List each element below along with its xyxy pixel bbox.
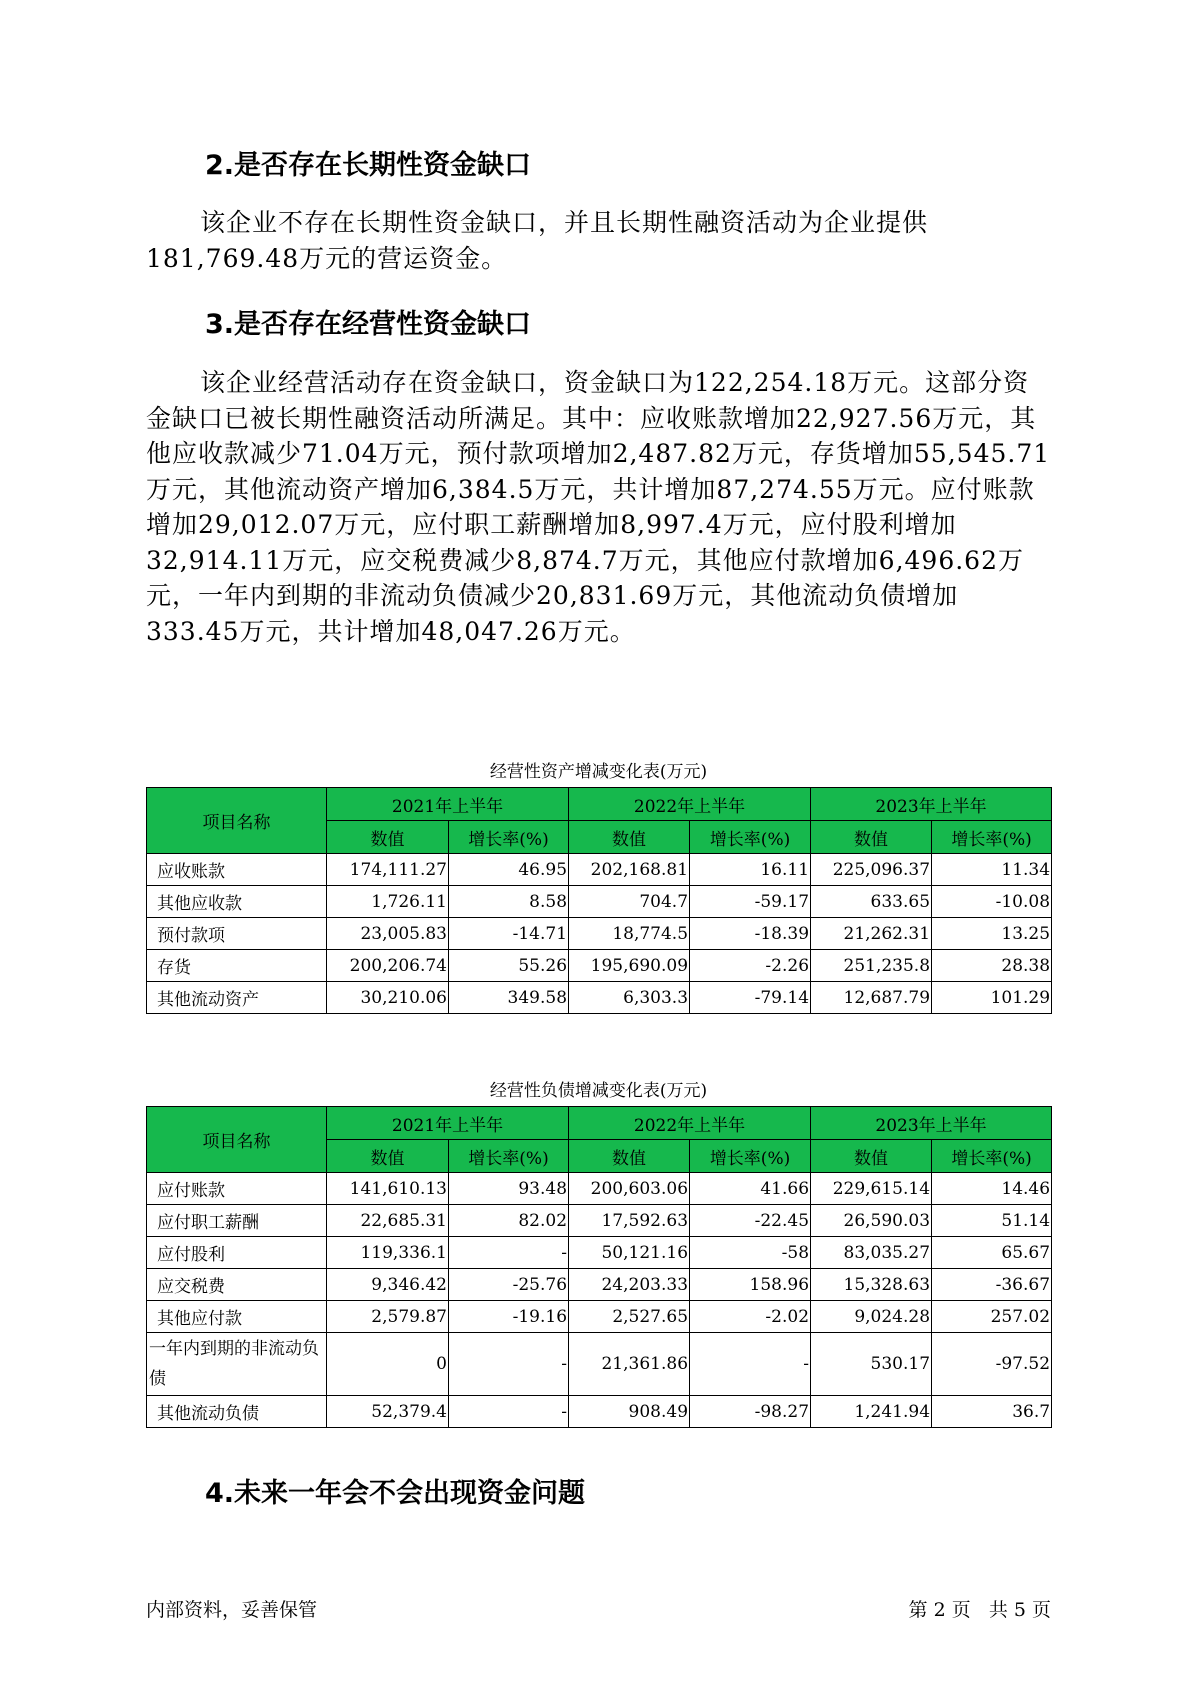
- cell-value: 30,210.06: [327, 982, 449, 1014]
- cell-value: 174,111.27: [327, 854, 449, 886]
- header-growth-rate: 增长率(%): [449, 821, 569, 854]
- cell-growth-rate: 158.96: [690, 1269, 811, 1301]
- cell-value: 21,361.86: [569, 1333, 690, 1396]
- row-item-name: 其他流动负债: [147, 1396, 327, 1428]
- cell-growth-rate: -10.08: [932, 886, 1052, 918]
- cell-growth-rate: 101.29: [932, 982, 1052, 1014]
- liability-table-body: [147, 1173, 1052, 1428]
- table-row: [147, 950, 1052, 982]
- header-growth-rate: 增长率(%): [449, 1140, 569, 1173]
- header-growth-rate: 增长率(%): [932, 821, 1052, 854]
- cell-growth-rate: -14.71: [449, 918, 569, 950]
- cell-value: 12,687.79: [811, 982, 932, 1014]
- cell-value: 22,685.31: [327, 1205, 449, 1237]
- cell-value: 704.7: [569, 886, 690, 918]
- footer-confidential: 内部资料，妥善保管: [146, 1599, 318, 1621]
- cell-value: 908.49: [569, 1396, 690, 1428]
- row-item-name: 预付款项: [147, 918, 327, 950]
- header-period-2021: 2021年上半年: [327, 1107, 569, 1140]
- cell-growth-rate: -36.67: [932, 1269, 1052, 1301]
- header-value: 数值: [569, 1140, 690, 1173]
- header-growth-rate: 增长率(%): [932, 1140, 1052, 1173]
- cell-value: 229,615.14: [811, 1173, 932, 1205]
- row-item-name: 其他流动资产: [147, 982, 327, 1014]
- row-item-name: 应付账款: [147, 1173, 327, 1205]
- row-item-name: 应付职工薪酬: [147, 1205, 327, 1237]
- cell-growth-rate: -22.45: [690, 1205, 811, 1237]
- cell-growth-rate: -: [449, 1396, 569, 1428]
- asset-change-table: [146, 787, 1052, 1014]
- table-row: [147, 1396, 1052, 1428]
- header-growth-rate: 增长率(%): [690, 821, 811, 854]
- asset-table-caption: 经营性资产增减变化表(万元): [489, 762, 708, 782]
- header-growth-rate: 增长率(%): [690, 1140, 811, 1173]
- table-row: [147, 854, 1052, 886]
- cell-growth-rate: -: [690, 1333, 811, 1396]
- cell-growth-rate: 36.7: [932, 1396, 1052, 1428]
- header-value: 数值: [327, 1140, 449, 1173]
- cell-growth-rate: 28.38: [932, 950, 1052, 982]
- cell-growth-rate: -59.17: [690, 886, 811, 918]
- cell-growth-rate: -79.14: [690, 982, 811, 1014]
- section4-heading: 4.未来一年会不会出现资金问题: [205, 1478, 586, 1509]
- section2-paragraph: [146, 205, 1051, 276]
- cell-value: 15,328.63: [811, 1269, 932, 1301]
- cell-value: 26,590.03: [811, 1205, 932, 1237]
- table-row: [147, 918, 1052, 950]
- header-period-2023: 2023年上半年: [811, 1107, 1052, 1140]
- row-item-name: 存货: [147, 950, 327, 982]
- footer-page-number: 第 2 页 共 5 页: [908, 1599, 1051, 1621]
- cell-value: 200,603.06: [569, 1173, 690, 1205]
- table-row: [147, 1333, 1052, 1396]
- cell-growth-rate: 93.48: [449, 1173, 569, 1205]
- cell-growth-rate: 13.25: [932, 918, 1052, 950]
- cell-value: 1,726.11: [327, 886, 449, 918]
- cell-growth-rate: 82.02: [449, 1205, 569, 1237]
- cell-value: 141,610.13: [327, 1173, 449, 1205]
- cell-value: 50,121.16: [569, 1237, 690, 1269]
- cell-value: 9,024.28: [811, 1301, 932, 1333]
- cell-growth-rate: -: [449, 1237, 569, 1269]
- row-item-name: 其他应付款: [147, 1301, 327, 1333]
- cell-value: 17,592.63: [569, 1205, 690, 1237]
- row-item-name: 一年内到期的非流动负债: [147, 1333, 327, 1396]
- cell-value: 18,774.5: [569, 918, 690, 950]
- table-row: [147, 1301, 1052, 1333]
- cell-growth-rate: 41.66: [690, 1173, 811, 1205]
- cell-value: 21,262.31: [811, 918, 932, 950]
- row-item-name: 应收账款: [147, 854, 327, 886]
- header-value: 数值: [811, 821, 932, 854]
- header-value: 数值: [327, 821, 449, 854]
- cell-growth-rate: -2.02: [690, 1301, 811, 1333]
- cell-value: 195,690.09: [569, 950, 690, 982]
- section2-text: 该企业不存在长期性资金缺口，并且长期性融资活动为企业提供181,769.48万元的营运资金。: [146, 208, 929, 273]
- cell-growth-rate: -19.16: [449, 1301, 569, 1333]
- cell-growth-rate: 51.14: [932, 1205, 1052, 1237]
- cell-value: 52,379.4: [327, 1396, 449, 1428]
- cell-growth-rate: 349.58: [449, 982, 569, 1014]
- row-item-name: 其他应收款: [147, 886, 327, 918]
- cell-value: 2,579.87: [327, 1301, 449, 1333]
- cell-growth-rate: -25.76: [449, 1269, 569, 1301]
- cell-growth-rate: -2.26: [690, 950, 811, 982]
- cell-value: 202,168.81: [569, 854, 690, 886]
- cell-value: 530.17: [811, 1333, 932, 1396]
- cell-value: 2,527.65: [569, 1301, 690, 1333]
- cell-value: 200,206.74: [327, 950, 449, 982]
- row-item-name: 应交税费: [147, 1269, 327, 1301]
- cell-growth-rate: -: [449, 1333, 569, 1396]
- cell-growth-rate: -18.39: [690, 918, 811, 950]
- cell-value: 0: [327, 1333, 449, 1396]
- liability-table-caption: 经营性负债增减变化表(万元): [489, 1081, 708, 1101]
- cell-growth-rate: 55.26: [449, 950, 569, 982]
- cell-value: 23,005.83: [327, 918, 449, 950]
- cell-growth-rate: 65.67: [932, 1237, 1052, 1269]
- cell-value: 9,346.42: [327, 1269, 449, 1301]
- table-row: [147, 1269, 1052, 1301]
- section2-heading: 2.是否存在长期性资金缺口: [205, 150, 532, 181]
- header-value: 数值: [811, 1140, 932, 1173]
- header-item-name: 项目名称: [147, 1107, 327, 1173]
- table-row: [147, 886, 1052, 918]
- header-period-2023: 2023年上半年: [811, 788, 1052, 821]
- cell-growth-rate: 257.02: [932, 1301, 1052, 1333]
- section3-heading: 3.是否存在经营性资金缺口: [205, 309, 532, 340]
- row-item-name: 应付股利: [147, 1237, 327, 1269]
- cell-value: 83,035.27: [811, 1237, 932, 1269]
- cell-growth-rate: 8.58: [449, 886, 569, 918]
- liability-change-table: [146, 1106, 1052, 1428]
- cell-growth-rate: 14.46: [932, 1173, 1052, 1205]
- cell-growth-rate: 11.34: [932, 854, 1052, 886]
- section3-paragraph: [146, 365, 1051, 649]
- cell-value: 1,241.94: [811, 1396, 932, 1428]
- cell-growth-rate: -97.52: [932, 1333, 1052, 1396]
- cell-value: 251,235.8: [811, 950, 932, 982]
- header-value: 数值: [569, 821, 690, 854]
- cell-growth-rate: 46.95: [449, 854, 569, 886]
- table-row: [147, 1205, 1052, 1237]
- table-row: [147, 1237, 1052, 1269]
- cell-growth-rate: 16.11: [690, 854, 811, 886]
- cell-growth-rate: -98.27: [690, 1396, 811, 1428]
- cell-value: 633.65: [811, 886, 932, 918]
- header-item-name: 项目名称: [147, 788, 327, 854]
- section3-text: 该企业经营活动存在资金缺口，资金缺口为122,254.18万元。这部分资金缺口已被长期性融资活动所满足。其中：应收账款增加22,927.56万元，其他应收款减少71.04万元，预付款项增加2,487.82万元，存货增加55,545.71万元，其他流动资产增加6,384.5万元，共计增加87,274.55万元。应付账款增加29,012.07万元，应付职工薪酬增加8,997.4万元，应付股利增加32,914.11万元，应交税费减少8,874.7万元，其他应付款增加6,496.62万元，一年内到期的非流动负债减少20,831.69万元，其他流动负债增加333.45万元，共计增加48,047.26万元。: [146, 368, 1051, 646]
- table-row: [147, 1173, 1052, 1205]
- cell-value: 6,303.3: [569, 982, 690, 1014]
- cell-value: 119,336.1: [327, 1237, 449, 1269]
- header-period-2021: 2021年上半年: [327, 788, 569, 821]
- cell-value: 24,203.33: [569, 1269, 690, 1301]
- cell-growth-rate: -58: [690, 1237, 811, 1269]
- asset-table-body: [147, 854, 1052, 1014]
- table-row: [147, 982, 1052, 1014]
- header-period-2022: 2022年上半年: [569, 1107, 811, 1140]
- header-period-2022: 2022年上半年: [569, 788, 811, 821]
- cell-value: 225,096.37: [811, 854, 932, 886]
